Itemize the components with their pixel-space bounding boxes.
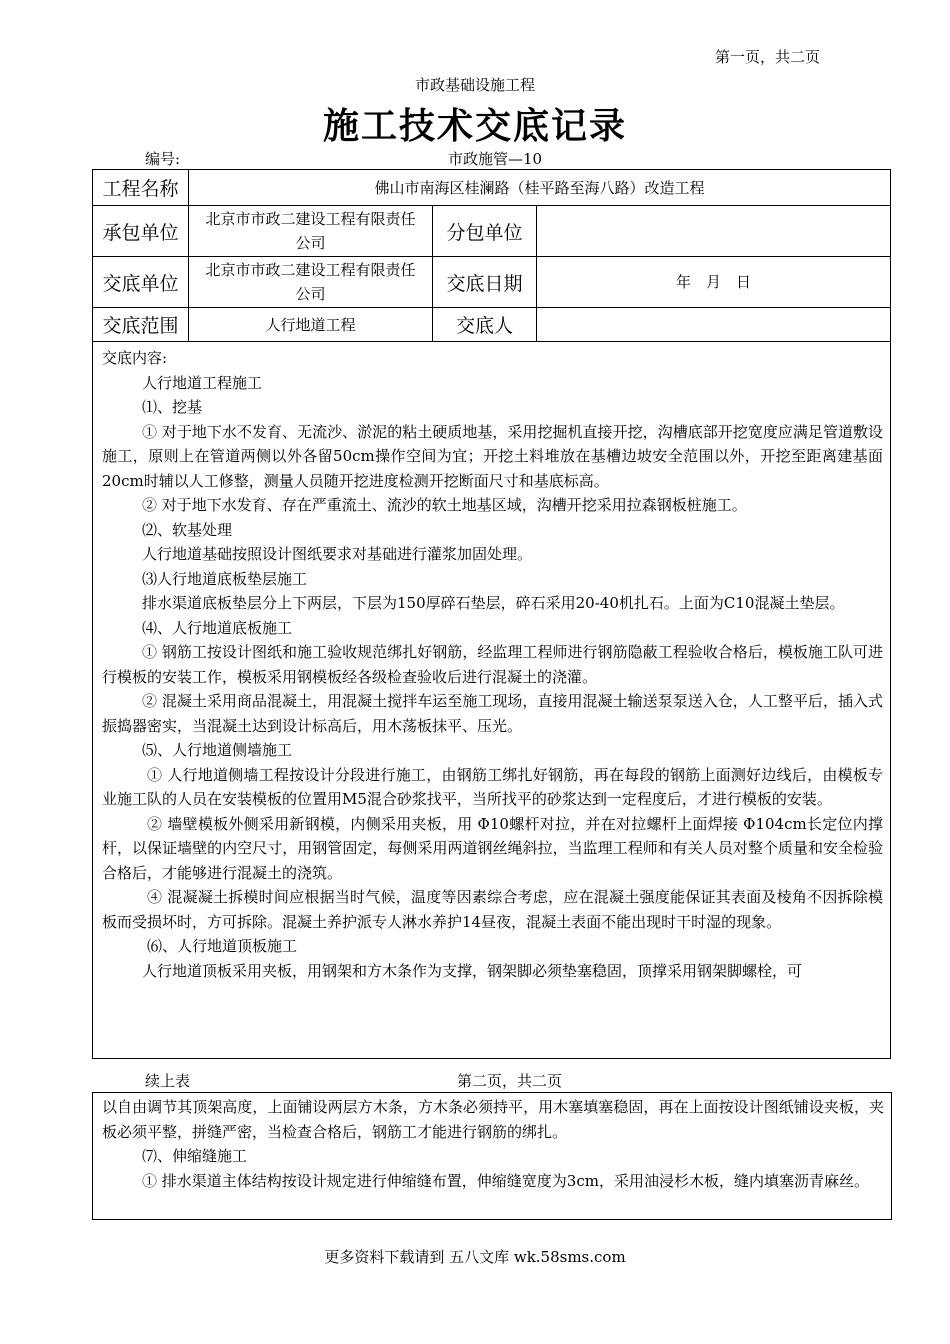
content-paragraph: 排水渠道底板垫层分上下两层，下层为150厚碎石垫层，碎石采用20-40机扎石。上面为C10混凝土垫层。 xyxy=(142,594,845,612)
content-paragraph: 人行地道基础按照设计图纸要求对基础进行灌浆加固处理。 xyxy=(142,545,533,563)
contractor-label: 承包单位 xyxy=(93,206,189,257)
content-paragraph: ① 对于地下水不发育、无流沙、淤泥的粘土硬质地基，采用挖掘机直接开挖，沟槽底部开挖宽度应满足管道敷设施工，原则上在管道两侧以外各留50cm操作空间为宜；开挖土料堆放在基槽边坡安全范围以外，开挖至距离建基面20cm时辅以人工修整，测量人员随开挖进度检测开挖断面尺寸和基底标高。 xyxy=(102,422,884,490)
project-name-value: 佛山市南海区桂澜路（桂平路至海八路）改造工程 xyxy=(189,170,891,206)
row-contractor xyxy=(93,206,891,257)
number-value: 市政施管—10 xyxy=(448,150,543,168)
page-indicator-2: 第二页，共二页 xyxy=(457,1072,563,1090)
continuation-paragraph: ⑺、伸缩缝施工 xyxy=(142,1147,248,1165)
contractor-value: 北京市市政二建设工程有限责任公司 xyxy=(189,206,433,257)
content-paragraph: ⑷、人行地道底板施工 xyxy=(142,618,293,637)
content-paragraph: 人行地道工程施工 xyxy=(142,373,263,392)
content-paragraph: ⑹、人行地道顶板施工 xyxy=(147,937,298,955)
content-paragraph: ⑴、挖基 xyxy=(142,398,203,416)
disclosure-scope-value: 人行地道工程 xyxy=(189,308,433,342)
content-paragraph: ① 钢筋工按设计图纸和施工验收规范绑扎好钢筋，经监理工程师进行钢筋隐蔽工程验收合格后，模板施工队可进行模板的安装工作，模板采用钢模板经各级检查验收后进行混凝土的浇灌。 xyxy=(102,643,884,686)
content-paragraph: ⑶人行地道底板垫层施工 xyxy=(142,569,308,588)
subcontractor-label: 分包单位 xyxy=(433,206,537,257)
project-name-label: 工程名称 xyxy=(93,170,189,206)
disclosure-scope-label: 交底范围 xyxy=(93,308,189,342)
disclosure-unit-value: 北京市市政二建设工程有限责任公司 xyxy=(189,257,433,308)
content-paragraph: ② 对于地下水发育、存在严重流土、流沙的软土地基区域，沟槽开挖采用拉森钢板桩施工。 xyxy=(142,496,747,514)
content-paragraph: ② 墙壁模板外侧采用新钢模，内侧采用夹板，用 Φ10螺杆对拉，并在对拉螺杆上面焊接 Φ104cm长定位内撑杆，以保证墙壁的内空尺寸，用钢管固定，每侧采用两道钢丝绳斜拉，当监理工程师和有关人员对整个质量和安全检验合格后，才能够进行混凝土的浇筑。 xyxy=(102,814,884,882)
subcontractor-value xyxy=(537,206,891,257)
row-content xyxy=(93,342,891,1059)
continuation-label: 续上表 xyxy=(145,1072,191,1090)
content-paragraph: ② 混凝土采用商品混凝土，用混凝土搅拌车运至施工现场，直接用混凝土输送泵泵送入仓，人工整平后，插入式振捣器密实，当混凝土达到设计标高后，用木荡板抹平、压光。 xyxy=(102,692,884,735)
page-title: 施工技术交底记录 xyxy=(322,105,627,147)
footer-download-link[interactable]: 更多资料下载请到 五八文库 wk.58sms.com xyxy=(324,1248,626,1266)
content-paragraph: 人行地道顶板采用夹板，用钢架和方木条作为支撑，钢架脚必须垫塞稳固，顶撑采用钢架脚螺栓，可 xyxy=(142,961,803,980)
content-paragraph: ⑸、人行地道侧墙施工 xyxy=(142,741,293,759)
continuation-box xyxy=(92,1092,892,1220)
content-paragraph: ④ 混凝凝土拆模时间应根据当时气候，温度等因素综合考虑，应在混凝土强度能保证其表面及棱角不因拆除模板而受损坏时，方可拆除。混凝土养护派专人淋水养护14昼夜，混凝土表面不能出现时干时湿的现象。 xyxy=(102,888,884,931)
content-paragraph: ⑵、软基处理 xyxy=(142,520,233,539)
document-subtitle: 市政基础设施工程 xyxy=(414,76,535,94)
content-heading: 交底内容: xyxy=(102,349,168,367)
disclosure-content xyxy=(93,342,891,1059)
continuation-paragraph: 以自由调节其顶架高度，上面铺设两层方木条，方木条必须持平，用木塞填塞稳固，再在上面按设计图纸铺设夹板，夹板必须平整，拼缝严密，当检查合格后，钢筋工才能进行钢筋的绑扎。 xyxy=(102,1098,884,1141)
row-project-name xyxy=(93,170,891,206)
discloser-value xyxy=(537,308,891,342)
disclosure-unit-label: 交底单位 xyxy=(93,257,189,308)
row-disclosure-scope xyxy=(93,308,891,342)
record-table xyxy=(92,169,891,1059)
number-label: 编号: xyxy=(145,150,181,168)
disclosure-date-value: 年 月 日 xyxy=(537,257,891,308)
content-paragraph: ① 人行地道侧墙工程按设计分段进行施工，由钢筋工绑扎好钢筋，再在每段的钢筋上面测好边线后，由模板专业施工队的人员在安装模板的位置用M5混合砂浆找平，当所找平的砂浆达到一定程度后，才进行模板的安装。 xyxy=(102,765,884,808)
disclosure-date-label: 交底日期 xyxy=(433,257,537,308)
continuation-paragraph: ① 排水渠道主体结构按设计规定进行伸缩缝布置，伸缩缝宽度为3cm，采用油浸杉木板，缝内填塞沥青麻丝。 xyxy=(142,1171,869,1190)
row-disclosure-unit xyxy=(93,257,891,308)
discloser-label: 交底人 xyxy=(433,308,537,342)
page-indicator: 第一页，共二页 xyxy=(715,48,821,66)
